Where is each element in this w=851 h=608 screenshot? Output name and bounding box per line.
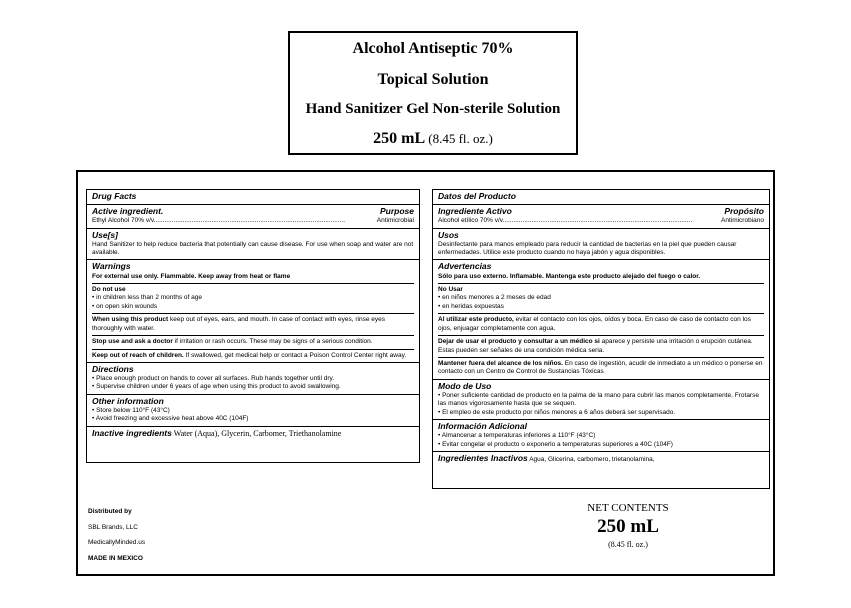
directions-heading-es: Modo de Uso: [438, 380, 492, 391]
other-info-heading: Other information: [92, 395, 164, 406]
usos-section: [433, 229, 769, 261]
other-info-section: [87, 395, 419, 427]
do-not-use-item: • on open skin wounds: [92, 303, 414, 311]
datos-title: Datos del Producto: [438, 191, 516, 201]
uses-heading-es: Usos: [438, 229, 459, 240]
warnings-heading-es: Advertencias: [438, 261, 492, 272]
product-form: Topical Solution: [377, 71, 489, 88]
inactive-text: Water (Aqua), Glycerin, Carbomer, Triethanolamine: [171, 428, 342, 438]
active-heading-es: Ingrediente Activo: [438, 206, 512, 217]
distributed-by-label: Distributed by: [88, 508, 132, 515]
active-value: Ethyl Alcohol 70% v/v..........................................................................................................: [92, 217, 346, 225]
drug-facts-title-section: [87, 190, 419, 205]
do-not-use: Do not use: [92, 285, 126, 293]
when-using: When using this product keep out of eyes, ears, and mouth. In case of contact with eyes, rinse eyes thoroughly with water.: [92, 316, 385, 332]
net-contents-volume: 250 mL: [597, 516, 659, 537]
product-name: Alcohol Antiseptic 70%: [352, 40, 514, 57]
do-not-use-es: No Usar: [438, 285, 463, 293]
inactive-section: [87, 427, 419, 441]
volume-ml: 250 mL: [373, 130, 425, 147]
active-value-es: Alcohol etílico 70% v/v.........................................................................................................: [438, 217, 693, 225]
country-of-origin: MADE IN MEXICO: [88, 554, 143, 562]
advertencias-section: [433, 260, 769, 379]
ingredientes-inactivos-section: [433, 452, 769, 466]
other-info-item-es: • Almancenar a temperaturas inferiores a 110°F (43°C): [438, 432, 764, 440]
stop-use: Stop use and ask a doctor if irritation or rash occurs. These may be signs of a serious condition.: [92, 338, 373, 346]
drug-facts-english: [86, 189, 420, 463]
do-not-use-item: • in children less than 2 months of age: [92, 294, 414, 302]
purpose-value-es: Antimicrobiano: [721, 217, 764, 225]
do-not-use-item-es: • en niños menores a 2 meses de edad: [438, 294, 764, 302]
direction-item-es: • El empleo de este producto por niños menores a 6 años deberá ser supervisado.: [438, 409, 764, 417]
other-info-item: • Avoid freezing and excessive heat above 40C (104F): [92, 415, 414, 423]
uses-text-es: Desinfectante para manos empleado para reducir la cantidad de bacterias en la piel que pueden causar enfermedades. Utilice este producto cuando no haya jabón y agua disponibles.: [438, 240, 737, 257]
directions-heading: Directions: [92, 364, 134, 374]
directions-section: [87, 363, 419, 395]
keep-out-of-reach: Keep out of reach of children. If swallowed, get medical help or contact a Poison Control Center right away.: [92, 351, 407, 359]
inactive-text-es: Agua, Glicerina, carbomero, trietanolamina,: [527, 456, 655, 464]
drug-facts-spanish: [432, 189, 770, 489]
label-panel: [76, 170, 775, 576]
net-contents-block: [528, 502, 728, 549]
other-info-item: • Store below 110°F (43°C): [92, 407, 414, 415]
keep-out-of-reach-es: Mantener fuera del alcance de los niños. En caso de ingestión, acudir de inmediato a un médico o ponerse en contacto con un Centro de Control de Sustancias Tóxicas: [438, 360, 763, 376]
warnings-text-es: Sólo para uso externo. Inflamable. Mantenga este producto alejado del fuego o calor.: [438, 272, 701, 280]
when-using-es: Al utilizar este producto, evitar el contacto con los ojos, oídos y boca. En caso de caso de contacto con los ojos, enjuagar completamente con agua.: [438, 316, 751, 332]
direction-item: • Place enough product on hands to cover all surfaces. Rub hands together until dry.: [92, 375, 414, 383]
distributor-block: [88, 504, 145, 566]
uses-text: Hand Sanitizer to help reduce bacteria that potentially can cause disease. For use when soap and water are not available.: [92, 240, 414, 257]
inactive-heading-es: Ingredientes Inactivos: [438, 453, 528, 464]
ingrediente-activo-section: [433, 205, 769, 228]
warnings-text: For external use only. Flammable. Keep away from heat or flame: [92, 272, 291, 280]
product-volume: [290, 130, 576, 148]
distributor-name: SBL Brands, LLC: [88, 523, 138, 531]
purpose-heading: Purpose: [379, 206, 414, 217]
volume-oz: (8.45 fl. oz.): [428, 131, 493, 146]
uses-heading: Use[s]: [92, 229, 118, 240]
stop-use-es: Dejar de usar el producto y consultar a un médico si aparece y persiste una irritación o erupción cutánea. Estas pueden ser señales de una condición médica seria.: [438, 338, 753, 354]
purpose-value: Antimicrobial: [376, 217, 414, 225]
datos-title-section: [433, 190, 769, 205]
direction-item-es: • Poner suficiente cantidad de producto en la palma de la mano para cubrir las manos completamente. Frotarse las manos vigorosamente hasta que se sequen.: [438, 392, 764, 409]
do-not-use-item-es: • en heridas expuestas: [438, 303, 764, 311]
net-contents-oz: (8.45 fl. oz.): [608, 540, 648, 549]
distributor-site: MedicallyMinded.us: [88, 539, 146, 547]
drug-facts-title: Drug Facts: [92, 191, 137, 201]
product-title-box: [288, 31, 578, 155]
other-info-item-es: • Evitar congelar el producto o exponerlo a temperaturas superiores a 40C (104F): [438, 441, 764, 449]
purpose-heading-es: Propósito: [724, 206, 764, 217]
inactive-heading: Inactive ingredients: [92, 427, 172, 438]
other-info-heading-es: Información Adicional: [438, 421, 527, 432]
informacion-adicional-section: [433, 420, 769, 452]
direction-item: • Supervise children under 6 years of age when using this product to avoid swallowing.: [92, 383, 414, 391]
active-heading: Active ingredient.: [92, 206, 164, 217]
product-description: Hand Sanitizer Gel Non-sterile Solution: [305, 101, 561, 117]
uses-section: [87, 229, 419, 261]
net-contents-label: NET CONTENTS: [587, 502, 669, 514]
modo-de-uso-section: [433, 380, 769, 420]
active-ingredient-section: [87, 205, 419, 228]
warnings-heading: Warnings: [92, 261, 131, 272]
warnings-section: [87, 260, 419, 363]
